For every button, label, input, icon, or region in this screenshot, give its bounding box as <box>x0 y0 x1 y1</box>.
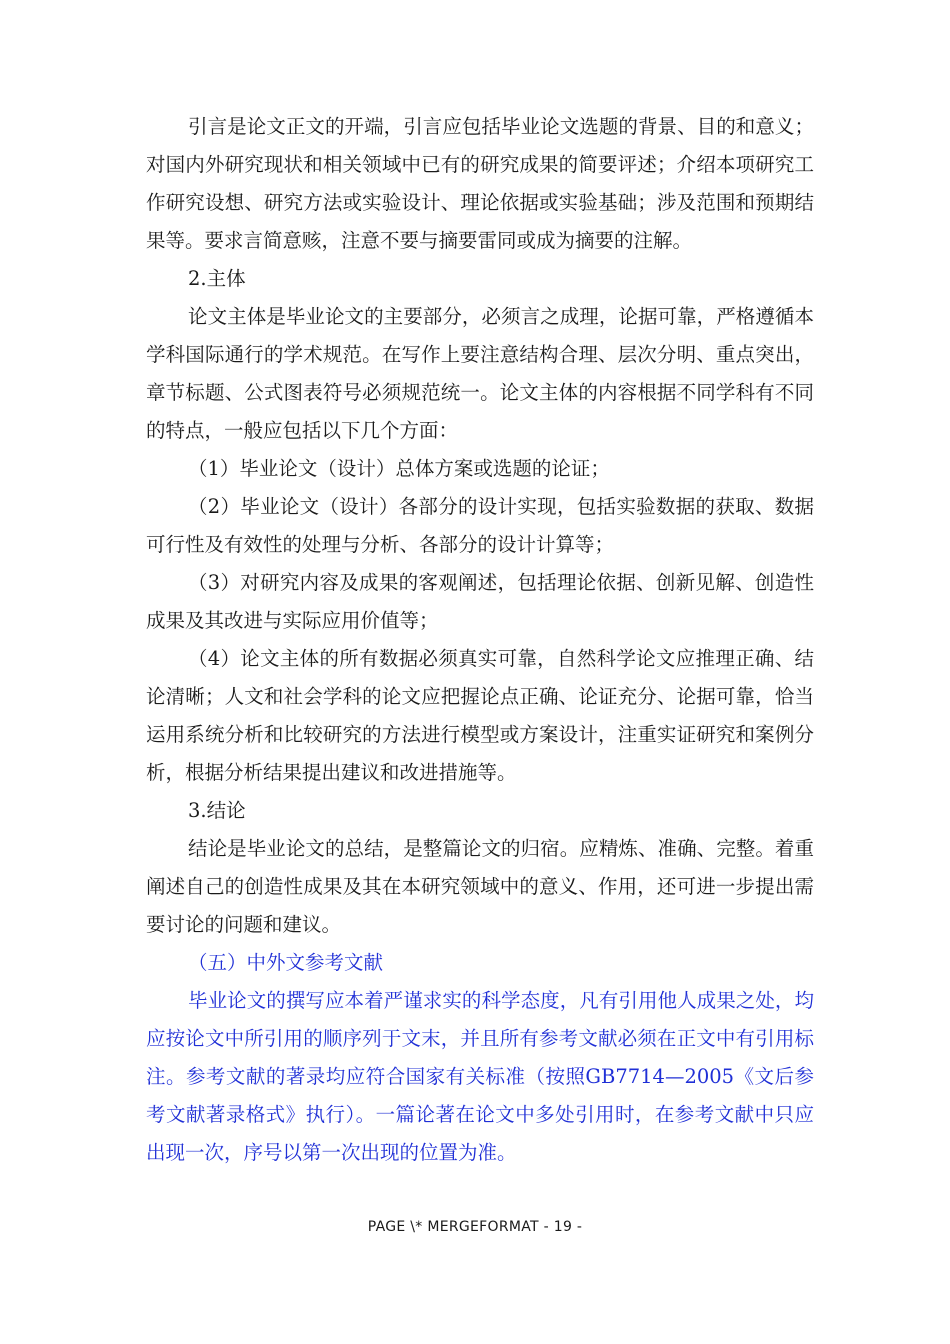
paragraph-main-body: 论文主体是毕业论文的主要部分，必须言之成理，论据可靠，严格遵循本学科国际通行的学术规范。在写作上要注意结构合理、层次分明、重点突出，章节标题、公式图表符号必须规范统一。论文主体的内容根据不同学科有不同的特点，一般应包括以下几个方面： <box>146 305 814 442</box>
paragraph-conclusion: 结论是毕业论文的总结，是整篇论文的归宿。应精炼、准确、完整。着重阐述自己的创造性成果及其在本研究领域中的意义、作用，还可进一步提出需要讨论的问题和建议。 <box>146 837 814 936</box>
list-item-1: （1）毕业论文（设计）总体方案或选题的论证； <box>188 457 610 480</box>
list-item-4: （4）论文主体的所有数据必须真实可靠，自然科学论文应推理正确、结论清晰；人文和社会学科的论文应把握论点正确、论证充分、论据可靠，恰当运用系统分析和比较研究的方法进行模型或方案设计，注重实证研究和案例分析，根据分析结果提出建议和改进措施等。 <box>146 647 814 784</box>
paragraph-introduction: 引言是论文正文的开端，引言应包括毕业论文选题的背景、目的和意义；对国内外研究现状和相关领域中已有的研究成果的简要评述；介绍本项研究工作研究设想、研究方法或实验设计、理论依据或实验基础；涉及范围和预期结果等。要求言简意赅，注意不要与摘要雷同或成为摘要的注解。 <box>146 115 814 252</box>
list-item-2: （2）毕业论文（设计）各部分的设计实现，包括实验数据的获取、数据可行性及有效性的处理与分析、各部分的设计计算等； <box>146 495 814 556</box>
paragraph-references: 毕业论文的撰写应本着严谨求实的科学态度，凡有引用他人成果之处，均应按论文中所引用的顺序列于文末，并且所有参考文献必须在正文中有引用标注。参考文献的著录均应符合国家有关标准（按照GB7714—2005《文后参考文献著录格式》执行）。一篇论著在论文中多处引用时，在参考文献中只应出现一次，序号以第一次出现的位置为准。 <box>146 989 814 1164</box>
list-item-3: （3）对研究内容及成果的客观阐述，包括理论依据、创新见解、创造性成果及其改进与实际应用价值等； <box>146 571 814 632</box>
heading-conclusion: 3.结论 <box>188 799 246 822</box>
heading-references: （五）中外文参考文献 <box>188 951 384 974</box>
document-body <box>146 108 814 1172</box>
page-footer: PAGE \* MERGEFORMAT - 19 - <box>367 1219 583 1235</box>
heading-main-body: 2.主体 <box>188 267 246 290</box>
